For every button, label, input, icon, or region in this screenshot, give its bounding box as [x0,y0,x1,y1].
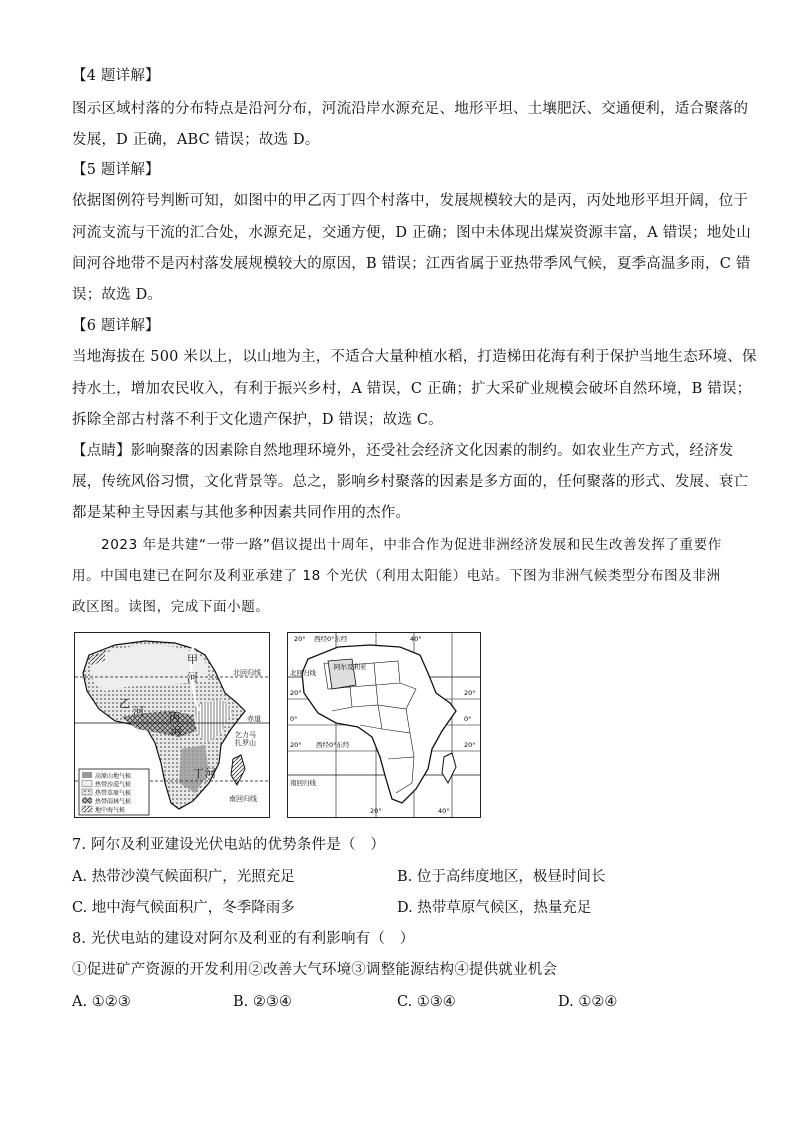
label-right-20: 20° [464,689,476,697]
intro-line-2: 用。中国电建已在阿尔及利亚承建了 18 个光伏（利用太阳能）电站。下图为非洲气候类型分布图及非洲 [72,568,721,584]
label-top-20: 20° [294,635,306,643]
label-algeria: 阿尔及利亚 [334,663,367,671]
q8-option-a[interactable]: A. ①②③ [72,994,131,1010]
label-mid-meridian: 西经0°东经 [316,741,350,749]
legend-item-3: 热带草原气候 [95,790,132,797]
q8-items: ①促进矿产资源的开发利用②改善大气环境③调整能源结构④提供就业机会 [72,962,558,978]
legend-item-5: 地中海气候 [95,807,126,814]
label-top-meridian: 西经0°东经 [314,635,348,643]
q7-option-d[interactable]: D. 热带草原气候区，热量充足 [397,900,592,916]
label-jia: 甲 [187,653,198,666]
label-yi: 乙 [119,697,130,710]
label-he-1: 河 [187,671,198,684]
q6-heading: 【6 题详解】 [72,318,160,334]
tip-line-2: 展，传统风俗习惯，文化背景等。总之，影响乡村聚落的因素是多方面的，任何聚落的形式、发展、衰亡 [72,474,749,490]
africa-political-map [287,632,481,818]
label-he-4: 河 [205,767,216,780]
label-left-20: 20° [290,689,302,697]
q4-heading: 【4 题详解】 [72,68,160,84]
label-kili-2: 扎罗山 [235,739,256,747]
intro-line-3: 政区图。读图，完成下面小题。 [72,599,270,615]
africa-climate-map-svg [75,633,269,817]
label-south-tropic: 南回归线 [229,795,257,803]
q7-option-c[interactable]: C. 地中海气候面积广，冬季降雨多 [72,900,295,916]
madagascar [231,755,245,785]
q7-stem: 7. 阿尔及利亚建设光伏电站的优势条件是（ ） [72,837,386,853]
africa-political-map-svg [288,633,480,817]
legend-item-2: 热带沙漠气候 [95,781,132,789]
q5-text-line-2: 河流支流与干流的汇合处，水源充足，交通方便，D 正确；图中未体现出煤炭资源丰富，A 错误；地处山 [72,225,751,241]
legend-item-1: 高原山地气候 [95,773,132,780]
q8-option-b[interactable]: B. ②③④ [233,994,292,1010]
q6-text-line-3: 拆除全部古村落不利于文化遗产保护，D 错误；故选 C。 [72,412,443,428]
q6-text-line-1: 当地海拔在 500 米以上，以山地为主，不适合大量种植水稻，打造梯田花海有利于保护当地生态环境、保 [72,349,757,365]
q8-stem: 8. 光伏电站的建设对阿尔及利亚的有利影响有（ ） [72,931,415,947]
africa-climate-map [74,632,270,818]
tip-line-3: 都是某种主导因素与其他多种因素共同作用的杰作。 [72,505,411,521]
label-he-2: 河 [133,705,144,718]
q8-option-c[interactable]: C. ①③④ [397,994,456,1010]
intro-line-1: 2023 年是共建“一带一路”倡议提出十周年，中非合作为促进非洲经济发展和民生改善发挥了重要作 [101,537,722,553]
label-he-3: 河 [171,725,182,738]
q5-text-line-1: 依据图例符号判断可知，如图中的甲乙丙丁四个村落中，发展规模较大的是丙，丙处地形平坦开阔，位于 [72,193,749,209]
label-south-tropic-2: 南回归线 [290,779,316,787]
label-left-20s: 20° [290,741,302,749]
label-top-40: 40° [410,635,422,643]
label-bottom-20: 20° [370,807,382,815]
label-north-tropic-2: 北回归线 [290,669,316,677]
label-kili-1: 乞力马 [235,731,256,739]
highland-region [195,699,233,743]
label-right-0: 0° [464,715,472,723]
q7-option-b[interactable]: B. 位于高纬度地区，极昼时间长 [397,869,606,885]
label-equator: 赤道 [247,715,261,723]
q5-text-line-4: 误；故选 D。 [72,287,163,303]
label-bottom-40: 40° [438,807,450,815]
q6-text-line-2: 持水土，增加农民收入，有利于振兴乡村，A 错误，C 正确；扩大采矿业规模会破坏自然环境，B 错误； [72,381,752,397]
q4-text-line-1: 图示区域村落的分布特点是沿河分布，河流沿岸水源充足、地形平坦、土壤肥沃、交通便利，适合聚落的 [72,101,749,117]
q4-text-line-2: 发展，D 正确，ABC 错误；故选 D。 [72,132,320,148]
climate-legend [79,769,149,815]
label-left-0: 0° [290,715,298,723]
label-north-tropic: 北回归线 [233,669,261,677]
legend-item-4: 热带雨林气候 [95,798,132,806]
q5-heading: 【5 题详解】 [72,162,160,178]
q7-option-a[interactable]: A. 热带沙漠气候面积广，光照充足 [72,869,295,885]
q5-text-line-3: 间河谷地带不是丙村落发展规模较大的原因，B 错误；江西省属于亚热带季风气候，夏季高温多雨，C 错 [72,256,751,272]
tip-line-1: 【点睛】影响聚落的因素除自然地理环境外，还受社会经济文化因素的制约。如农业生产方式，经济发 [72,443,734,459]
label-ding: 丁 [193,767,204,780]
label-right-20b: 20° [464,741,476,749]
label-bing: 丙 [169,711,180,724]
q8-option-d[interactable]: D. ①②④ [558,994,618,1010]
